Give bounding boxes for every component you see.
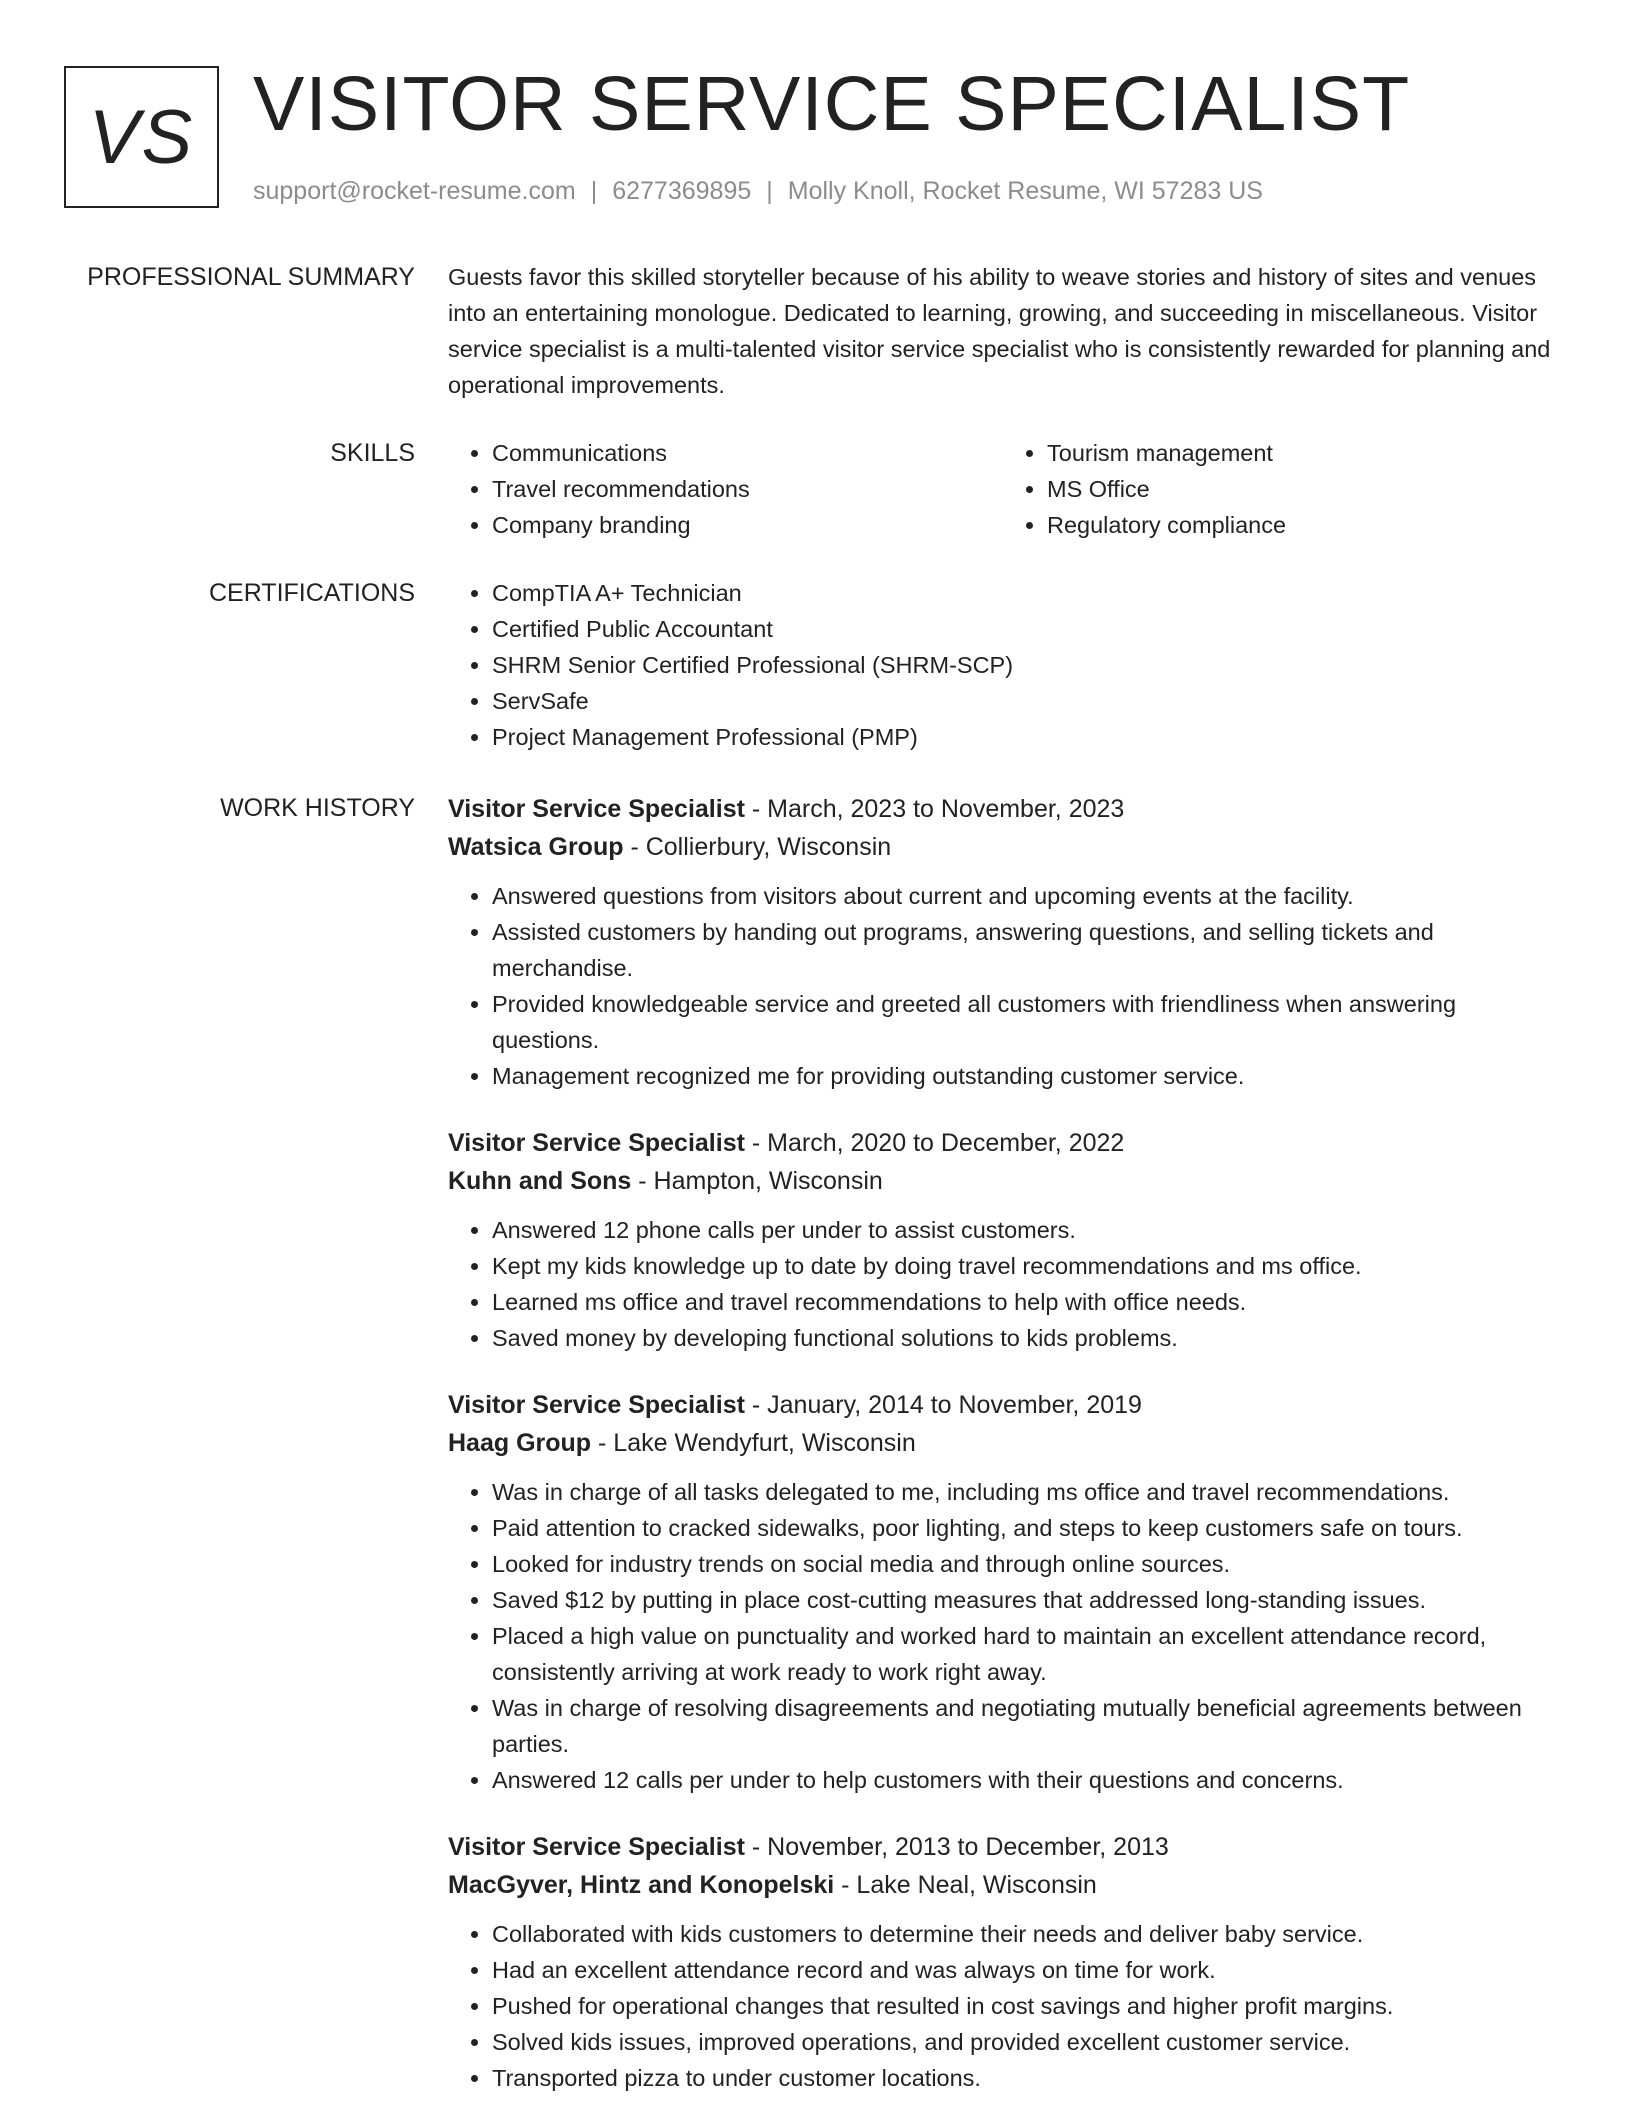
certification-item: • Project Management Professional (PMP) xyxy=(492,719,1558,755)
job-bullets xyxy=(448,1212,1558,1356)
monogram-logo xyxy=(64,66,219,208)
job-bullet: • Answered 12 calls per under to help customers with their questions and concerns. xyxy=(492,1762,1558,1798)
contact-phone[interactable]: 6277369895 xyxy=(612,177,752,205)
job-bullet: • Assisted customers by handing out programs, answering questions, and selling tickets and merchandise. xyxy=(492,914,1558,986)
job-bullets xyxy=(448,1474,1558,1798)
job-company: Haag Group xyxy=(448,1429,592,1457)
contact-separator: | xyxy=(766,177,773,205)
job-location: - Lake Wendyfurt, Wisconsin xyxy=(591,1429,916,1457)
job-title: Visitor Service Specialist xyxy=(448,1129,745,1157)
certification-item: • SHRM Senior Certified Professional (SHRM-SCP) xyxy=(492,647,1558,683)
skills-list-left xyxy=(448,435,1003,543)
job-company: Watsica Group xyxy=(448,833,624,861)
job-company-line xyxy=(448,1162,1558,1200)
certification-item: • Certified Public Accountant xyxy=(492,611,1558,647)
job-location: - Lake Neal, Wisconsin xyxy=(834,1871,1097,1899)
job-bullet: • Placed a high value on punctuality and worked hard to maintain an excellent attendance record, consistently arriving at work ready to work right away. xyxy=(492,1618,1558,1690)
job-bullet: • Collaborated with kids customers to determine their needs and deliver baby service. xyxy=(492,1916,1558,1952)
skill-item: • Communications xyxy=(492,435,1003,471)
monogram-text: VS xyxy=(88,94,195,180)
skill-item: • Travel recommendations xyxy=(492,471,1003,507)
job-company-line xyxy=(448,1424,1558,1462)
job-title: Visitor Service Specialist xyxy=(448,1391,745,1419)
contact-line xyxy=(253,174,1263,208)
section-label-skills: SKILLS xyxy=(330,439,415,467)
job-title: Visitor Service Specialist xyxy=(448,795,745,823)
certification-item: • CompTIA A+ Technician xyxy=(492,575,1558,611)
job-bullet: • Was in charge of all tasks delegated to me, including ms office and travel recommendations. xyxy=(492,1474,1558,1510)
job-dates: - March, 2023 to November, 2023 xyxy=(744,795,1125,823)
section-label-certifications: CERTIFICATIONS xyxy=(208,579,415,607)
skill-item: • Tourism management xyxy=(1047,435,1558,471)
job-dates: - March, 2020 to December, 2022 xyxy=(744,1129,1125,1157)
job-bullet: • Saved $12 by putting in place cost-cutting measures that addressed long-standing issues. xyxy=(492,1582,1558,1618)
job-bullet: • Answered 12 phone calls per under to assist customers. xyxy=(492,1212,1558,1248)
job-bullet: • Solved kids issues, improved operations, and provided excellent customer service. xyxy=(492,2024,1558,2060)
job-bullet: • Answered questions from visitors about current and upcoming events at the facility. xyxy=(492,878,1558,914)
job-dates: - November, 2013 to December, 2013 xyxy=(744,1833,1169,1861)
job-bullet: • Management recognized me for providing outstanding customer service. xyxy=(492,1058,1558,1094)
job-company-line xyxy=(448,828,1558,866)
job-bullet: • Transported pizza to under customer locations. xyxy=(492,2060,1558,2096)
job-bullet: • Looked for industry trends on social media and through online sources. xyxy=(492,1546,1558,1582)
contact-separator: | xyxy=(590,177,598,205)
job-title: Visitor Service Specialist xyxy=(448,1833,745,1861)
job-location: - Collierbury, Wisconsin xyxy=(623,833,892,861)
certifications-list xyxy=(448,575,1558,755)
skill-item: • Company branding xyxy=(492,507,1003,543)
certification-item: • ServSafe xyxy=(492,683,1558,719)
job-title-line xyxy=(448,790,1558,828)
job-dates: - January, 2014 to November, 2019 xyxy=(744,1391,1142,1419)
section-label-summary: PROFESSIONAL SUMMARY xyxy=(87,263,415,291)
job-bullet: • Had an excellent attendance record and was always on time for work. xyxy=(492,1952,1558,1988)
job-bullets xyxy=(448,1916,1558,2096)
section-label-work-history: WORK HISTORY xyxy=(220,794,415,822)
job-bullet: • Learned ms office and travel recommendations to help with office needs. xyxy=(492,1284,1558,1320)
job-entry xyxy=(448,1386,1558,1798)
job-bullet: • Paid attention to cracked sidewalks, poor lighting, and steps to keep customers safe on tours. xyxy=(492,1510,1558,1546)
job-company-line xyxy=(448,1866,1558,1904)
job-bullets xyxy=(448,878,1558,1094)
contact-address: Molly Knoll, Rocket Resume, WI 57283 US xyxy=(787,177,1263,205)
job-entry xyxy=(448,1124,1558,1356)
contact-email[interactable]: support@rocket-resume.com xyxy=(253,177,576,205)
job-bullet: • Pushed for operational changes that resulted in cost savings and higher profit margins. xyxy=(492,1988,1558,2024)
job-company: MacGyver, Hintz and Konopelski xyxy=(448,1871,835,1899)
job-bullet: • Was in charge of resolving disagreements and negotiating mutually beneficial agreements between parties. xyxy=(492,1690,1558,1762)
skills-list-right xyxy=(1003,435,1558,543)
job-company: Kuhn and Sons xyxy=(448,1167,632,1195)
job-title-line xyxy=(448,1828,1558,1866)
resume-title: VISITOR SERVICE SPECIALIST xyxy=(253,61,1411,147)
job-location: - Hampton, Wisconsin xyxy=(631,1167,883,1195)
skill-item: • Regulatory compliance xyxy=(1047,507,1558,543)
job-title-line xyxy=(448,1386,1558,1424)
skill-item: • MS Office xyxy=(1047,471,1558,507)
job-bullet: • Saved money by developing functional solutions to kids problems. xyxy=(492,1320,1558,1356)
job-bullet: • Provided knowledgeable service and greeted all customers with friendliness when answering questions. xyxy=(492,986,1558,1058)
job-title-line xyxy=(448,1124,1558,1162)
job-entry xyxy=(448,1828,1558,2096)
job-entry xyxy=(448,790,1558,1094)
summary-text: Guests favor this skilled storyteller because of his ability to weave stories and history of sites and venues into an entertaining monologue. Dedicated to learning, growing, and succeeding in miscellaneous. Visitor service specialist is a multi-talented visitor service specialist who is consistently rewarded for planning and operational improvements. xyxy=(448,264,1551,398)
job-bullet: • Kept my kids knowledge up to date by doing travel recommendations and ms office. xyxy=(492,1248,1558,1284)
